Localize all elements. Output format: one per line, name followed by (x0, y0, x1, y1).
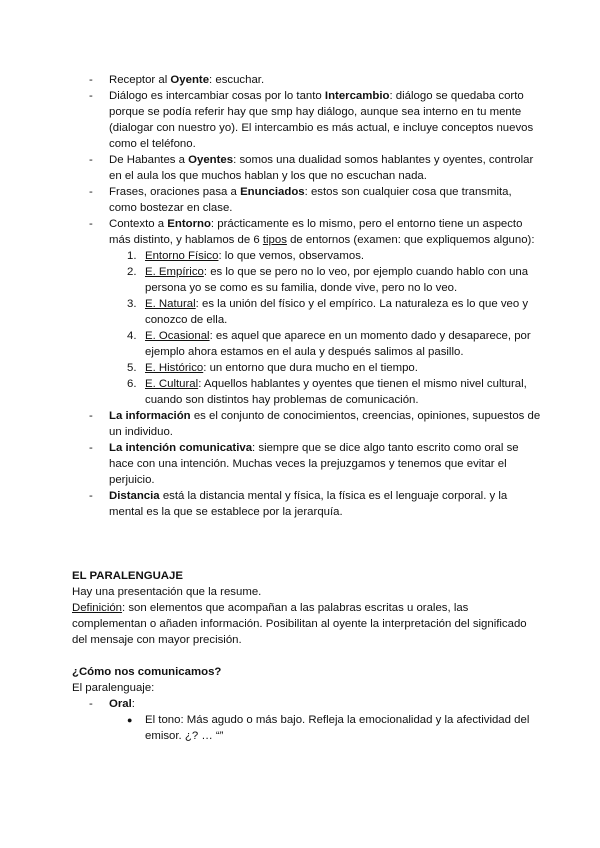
paragraph: Hay una presentación que la resume. (72, 586, 262, 598)
list-item: - Frases, oraciones pasa a Enunciados: estos son cualquier cosa que transmita, como bostezar en clase. (89, 186, 512, 214)
list-item: - Receptor al Oyente: escuchar. (89, 74, 265, 86)
list-item: 2. E. Empírico: es lo que se pero no lo veo, por ejemplo cuando hablo con una persona yo se como es su familia, donde vive, pero no lo veo. (127, 266, 529, 294)
list-item: 6. E. Cultural: Aquellos hablantes y oyentes que tienen el mismo nivel cultural, cuando son distintos hay problemas de comunicación. (127, 378, 527, 406)
bullet-marker: ● (127, 715, 133, 725)
dash-marker: - (89, 698, 93, 710)
paragraph: El paralenguaje: (72, 682, 155, 694)
list-item: - Contexto a Entorno: prácticamente es lo mismo, pero el entorno tiene un aspecto más distinto, y hablamos de 6 tipos de entornos (examen: que expliquemos alguno): (89, 218, 535, 246)
dash-marker: - (89, 410, 93, 422)
dash-marker: - (89, 154, 93, 166)
list-item: 3. E. Natural: es la unión del físico y el empírico. La naturaleza es lo que veo y conozco de ella. (127, 298, 529, 326)
section-heading: EL PARALENGUAJE (72, 570, 183, 582)
list-item: - De Habantes a Oyentes: somos una dualidad somos hablantes y oyentes, controlar en el aula los que muchos hablan y los que no escuchan nada. (89, 154, 534, 182)
dash-marker: - (89, 186, 93, 198)
list-item: - Diálogo es intercambiar cosas por lo tanto Intercambio: diálogo se quedaba corto porque se podía referir hay que smp hay diálogo, aunque sea interno en tu mente (dialogar con nuestro yo). El intercambio es más actual, e incluye conceptos nuevos como el teléfono. (89, 90, 534, 150)
dash-marker: - (89, 90, 93, 102)
dash-marker: - (89, 74, 93, 86)
dash-marker: - (89, 218, 93, 230)
dash-marker: - (89, 442, 93, 454)
section-heading: ¿Cómo nos comunicamos? (72, 666, 222, 678)
list-item: 4. E. Ocasional: es aquel que aparece en un momento dado y desaparece, por ejemplo ahora estamos en el aula y después salimos al pasillo. (127, 330, 531, 358)
list-item: ● El tono: Más agudo o más bajo. Refleja la emocionalidad y la afectividad del emisor. ¿? … “” (127, 714, 530, 742)
list-item: 1. Entorno Físico: lo que vemos, observamos. (127, 250, 365, 262)
definition-paragraph: Definición: son elementos que acompañan a las palabras escritas u orales, las complementan o añaden información. Posibilitan al oyente la interpretación del significado del mensaje con mayor precisión. (72, 602, 527, 646)
list-item: - La intención comunicativa: siempre que se dice algo tanto escrito como oral se hace con una intención. Muchas veces la prejuzgamos y tenemos que evitar el perjuicio. (89, 442, 519, 486)
entornos-list (109, 248, 542, 408)
paralenguaje-section (72, 568, 542, 744)
list-item: 5. E. Histórico: un entorno que dura mucho en el tiempo. (127, 362, 418, 374)
list-item: - La información es el conjunto de conocimientos, creencias, opiniones, supuestos de un individuo. (89, 410, 541, 438)
list-item: - Distancia está la distancia mental y física, la física es el lenguaje corporal. y la mental es la que se establece por la jerarquía. (89, 490, 508, 518)
list-item: - Oral: (89, 698, 135, 710)
dash-marker: - (89, 490, 93, 502)
dash-list (72, 72, 542, 520)
